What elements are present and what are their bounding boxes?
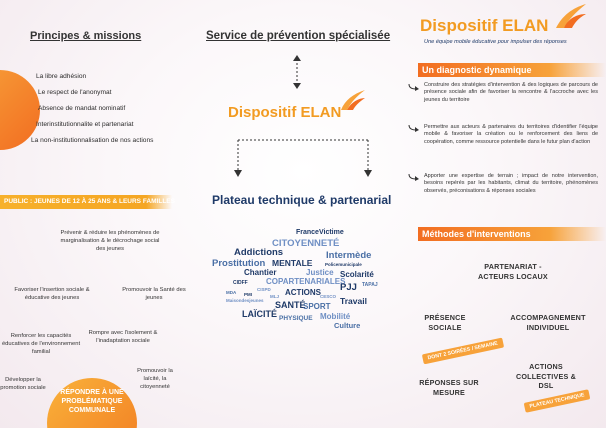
cloud-word: Policemunicipale bbox=[325, 262, 362, 267]
cloud-word: Maisondesjeunes bbox=[226, 298, 264, 303]
methods-banner: Méthodes d'interventions bbox=[418, 227, 606, 241]
cloud-word: FranceVictime bbox=[296, 229, 344, 236]
branch-connector-icon bbox=[228, 138, 378, 178]
principle-item: Interinstitutionnalite et partenariat bbox=[36, 121, 134, 128]
mission-social-promotion: Développer la promotion sociale bbox=[0, 377, 46, 391]
mission-prevent: Prévenir & réduire les phénomènes de marginalisation & le décrochage social des jeunes bbox=[60, 230, 160, 252]
service-title: Service de prévention spécialisée bbox=[206, 30, 391, 42]
plateau-title: Plateau technique & partenarial bbox=[212, 193, 392, 207]
respond-circle-text: RÉPONDRE À UNE PROBLÉMATIQUE COMMUNALE bbox=[60, 389, 124, 415]
logo-flame-icon bbox=[552, 0, 588, 30]
center-logo-text: Dispositif ELAN bbox=[228, 104, 342, 121]
cloud-word: Intermède bbox=[326, 250, 372, 261]
cloud-word: SPORT bbox=[303, 302, 331, 311]
cloud-word: Addictions bbox=[234, 247, 284, 258]
cloud-word: LAÏCITÉ bbox=[242, 309, 277, 319]
diagnostic-banner: Un diagnostic dynamique bbox=[418, 63, 606, 77]
cloud-word: ACTIONS bbox=[285, 288, 321, 297]
cloud-word: CIDFF bbox=[233, 280, 248, 286]
mission-secularism: Promouvoir la laïcité, la citoyenneté bbox=[137, 368, 173, 390]
right-logo-text: Dispositif ELAN bbox=[420, 16, 549, 35]
respond-circle bbox=[47, 378, 137, 428]
cloud-word: CITOYENNETÉ bbox=[272, 238, 340, 249]
diagnostic-item: Construire des stratégies d'intervention & des logiques de parcours de présence sociale afin de favoriser la rencontre & l'accroche avec les jeunes du territoire bbox=[424, 82, 598, 103]
vertical-arrow-icon bbox=[290, 55, 304, 89]
curved-arrow-icon bbox=[408, 124, 420, 132]
cloud-word: PMI bbox=[244, 292, 253, 297]
curved-arrow-icon bbox=[408, 83, 420, 91]
cloud-word: CESCO bbox=[320, 294, 337, 299]
cloud-word: CISPD bbox=[257, 287, 271, 292]
diagnostic-item: Permettre aux acteurs & partenaires du territoires d'identifier l'équipe mobile & favoriser la création ou le renforcement des liens de coopération, comme ressource potentielle dans le futur plan d'action bbox=[424, 124, 598, 145]
cloud-word: PJJ bbox=[340, 282, 357, 293]
cloud-word: COPARTENARIALES bbox=[266, 277, 346, 286]
mission-insertion: Favoriser l'insertion sociale & éducative des jeunes bbox=[14, 287, 90, 301]
principle-item: La libre adhésion bbox=[36, 73, 87, 80]
principle-item: Le respect de l'anonymat bbox=[38, 89, 112, 96]
cloud-word: Culture bbox=[334, 321, 361, 330]
collective-tag: PLATEAU TECHNIQUE bbox=[524, 389, 591, 413]
cloud-word: Prostitution bbox=[212, 258, 266, 269]
tagline: Une équipe mobile éducative pour impulser des réponses bbox=[424, 39, 567, 45]
method-collective: ACTIONS COLLECTIVES & DSL bbox=[515, 362, 577, 391]
method-presence: PRÉSENCE SOCIALE bbox=[424, 313, 466, 332]
mission-capacities: Renforcer les capacités éducatives de l'environnement familial bbox=[1, 333, 81, 355]
cloud-word: Mobilité bbox=[320, 312, 351, 321]
method-responses: RÉPONSES SUR MESURE bbox=[419, 378, 479, 397]
cloud-word: MLJ bbox=[270, 294, 279, 299]
cloud-word: Justice bbox=[306, 268, 334, 277]
curved-arrow-icon bbox=[408, 173, 420, 181]
cloud-word: MDA bbox=[226, 290, 237, 295]
public-banner: PUBLIC : JEUNES DE 12 À 25 ANS & LEURS FAMILLES bbox=[0, 195, 172, 209]
cloud-word: SANTÉ bbox=[275, 300, 306, 310]
mission-health: Promouvoir la Santé des jeunes bbox=[122, 287, 186, 301]
presence-tag: DONT 2 SOIRÉES / SEMAINE bbox=[422, 338, 504, 365]
cloud-word: Scolarité bbox=[340, 270, 374, 279]
principles-title: Principes & missions bbox=[30, 30, 142, 42]
cloud-word: Chantier bbox=[244, 268, 277, 277]
cloud-word: TAPAJ bbox=[362, 282, 378, 288]
logo-flame-icon bbox=[337, 86, 367, 112]
mission-isolation: Rompre avec l'isolement & l'inadaptation sociale bbox=[88, 330, 158, 344]
cloud-word: PHYSIQUE bbox=[279, 315, 313, 322]
cloud-word: MENTALE bbox=[272, 258, 313, 268]
principle-item: La non-institutionnalisation de nos actions bbox=[31, 137, 154, 144]
principle-item: Absence de mandat nominatif bbox=[38, 105, 126, 112]
cloud-word: Travail bbox=[340, 296, 367, 306]
method-partnership: PARTENARIAT - ACTEURS LOCAUX bbox=[478, 262, 548, 281]
diagnostic-item: Apporter une expertise de terrain ; impact de notre intervention, besoins repérés par les habitants, climat du territoire, phénomènes observés, préconisations & réponses sociales bbox=[424, 173, 598, 194]
method-support: ACCOMPAGNEMENT INDIVIDUEL bbox=[510, 313, 586, 332]
